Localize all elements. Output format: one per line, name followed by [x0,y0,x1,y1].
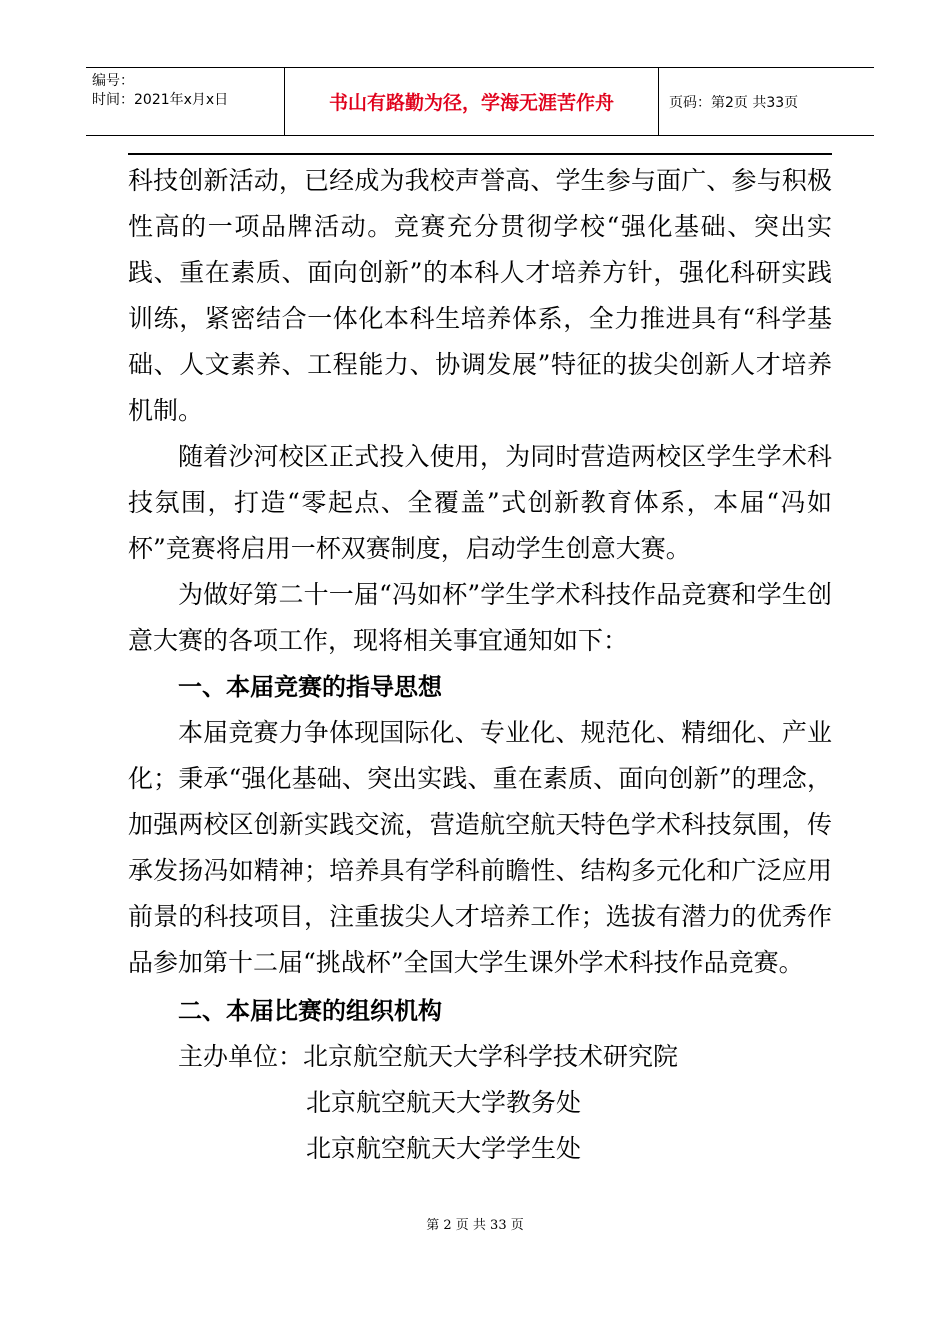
section-heading-1: 一、本届竞赛的指导思想 [178,673,442,701]
header-left-cell [86,68,285,135]
organizer-line-2: 北京航空航天大学教务处 [306,1088,582,1117]
organizer-line-3: 北京航空航天大学学生处 [306,1134,582,1163]
header-divider [128,153,832,155]
paragraph-3: 为做好第二十一届“冯如杯”学生学术科技作品竞赛和学生创意大赛的各项工作，现将相关事宜通知如下： [128,580,832,655]
header-motto: 书山有路勤为径，学海无涯苦作舟 [285,68,659,135]
page-footer: 第 2 页 共 33 页 [426,1218,524,1233]
paragraph-1: 科技创新活动，已经成为我校声誉高、学生参与面广、参与积极性高的一项品牌活动。竞赛充分贯彻学校“强化基础、突出实践、重在素质、面向创新”的本科人才培养方针，强化科研实践训练，紧密结合一体化本科生培养体系，全力推进具有“科学基础、人文素养、工程能力、协调发展”特征的拔尖创新人才培养机制。 [128,166,832,425]
document-body [128,158,832,1172]
section-heading-2: 二、本届比赛的组织机构 [178,997,442,1025]
paragraph-2: 随着沙河校区正式投入使用，为同时营造两校区学生学术科技氛围，打造“零起点、全覆盖”式创新教育体系，本届“冯如杯”竞赛将启用一杯双赛制度，启动学生创意大赛。 [128,442,832,563]
header-page-info: 页码：第2页 共33页 [669,94,799,111]
number-label: 编号： [92,73,134,89]
organizer-line-1: 主办单位：北京航空航天大学科学技术研究院 [178,1042,679,1071]
paragraph-4: 本届竞赛力争体现国际化、专业化、规范化、精细化、产业化；秉承“强化基础、突出实践、重在素质、面向创新”的理念，加强两校区创新实践交流，营造航空航天特色学术科技氛围，传承发扬冯如精神；培养具有学科前瞻性、结构多元化和广泛应用前景的科技项目，注重拔尖人才培养工作；选拔有潜力的优秀作品参加第十二届“挑战杯”全国大学生课外学术科技作品竞赛。 [128,718,832,977]
time-label: 时间：2021年x月x日 [92,92,229,108]
page-header [86,67,874,136]
